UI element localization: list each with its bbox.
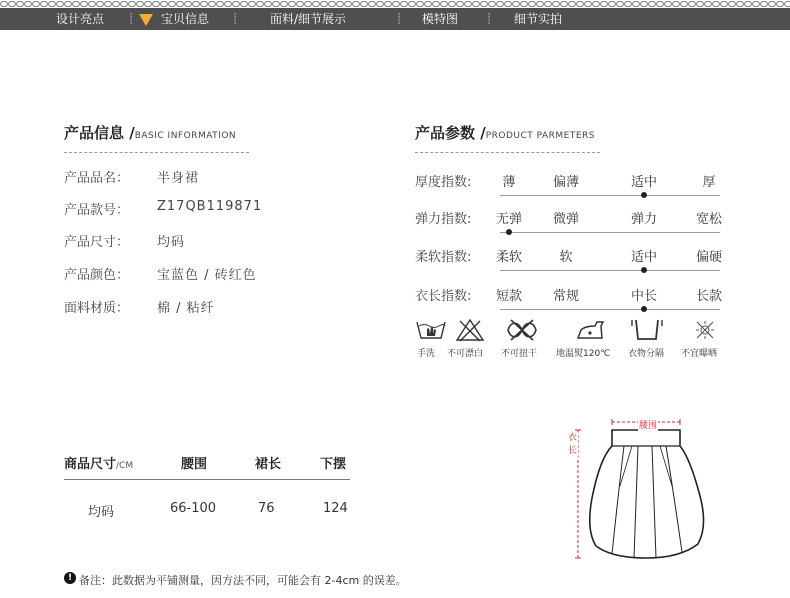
param-option: 长款 — [695, 289, 722, 304]
separate-wash-icon — [630, 318, 664, 342]
no-sun-dry-icon — [688, 318, 722, 342]
table-divider — [64, 479, 350, 480]
size-table-header — [64, 453, 133, 472]
nav-bar — [0, 8, 790, 30]
size-header-label: 商品尺寸 — [64, 457, 117, 472]
size-cell: 124 — [323, 501, 348, 516]
param-option: 常规 — [552, 289, 579, 304]
care-label: 不宜曝晒 — [681, 349, 718, 359]
nav-separator: ┊ — [128, 14, 134, 25]
info-value: Z17QB119871 — [157, 199, 263, 214]
nav-separator: ┊ — [232, 14, 238, 25]
size-cell: 66-100 — [170, 501, 217, 516]
info-value: 均码 — [157, 235, 186, 250]
size-cell: 均码 — [88, 505, 115, 520]
nav-separator: ┊ — [486, 14, 492, 25]
nav-item-fabric[interactable]: 面料/细节展示 — [270, 12, 347, 26]
info-label: 面料材质： — [64, 301, 130, 316]
param-option: 厚 — [702, 175, 716, 190]
param-label: 厚度指数: — [415, 175, 472, 190]
info-label: 产品品名： — [64, 171, 130, 186]
waist-label: 腰围 — [638, 418, 658, 431]
note-text: 备注：此数据为平铺测量，因方法不同，可能会有 2-4cm 的误差。 — [79, 574, 407, 587]
param-option: 无弹 — [495, 212, 522, 227]
divider — [64, 152, 249, 153]
param-option: 偏硬 — [695, 250, 722, 265]
product-info-title — [64, 122, 236, 143]
param-scale-line — [500, 309, 720, 310]
param-indicator-dot — [641, 306, 647, 312]
size-table-header: 下摆 — [320, 457, 347, 472]
size-unit: /CM — [116, 461, 134, 471]
nav-separator: ┊ — [396, 14, 402, 25]
nav-item-design[interactable]: 设计亮点 — [56, 12, 105, 26]
nav-item-detail[interactable]: 细节实拍 — [514, 12, 563, 26]
param-option: 适中 — [630, 250, 657, 265]
param-label: 柔软指数: — [415, 250, 472, 265]
top-decoration — [0, 0, 790, 8]
info-label: 产品尺寸： — [64, 235, 130, 250]
divider — [415, 152, 600, 153]
care-label: 不可漂白 — [447, 349, 484, 359]
product-params-title-en: PRODUCT PARMETERS — [485, 131, 595, 141]
param-option: 微弹 — [552, 212, 579, 227]
param-scale-line — [500, 270, 720, 271]
info-label: 产品颜色： — [64, 268, 130, 283]
nav-item-model[interactable]: 模特图 — [422, 12, 459, 26]
product-info-title-text: 产品信息 / — [64, 124, 135, 142]
product-info-title-en: BASIC INFORMATION — [134, 131, 237, 141]
info-value: 宝蓝色 / 砖红色 — [157, 268, 257, 283]
param-option: 宽松 — [695, 212, 722, 227]
param-scale-line — [500, 232, 720, 233]
no-bleach-icon — [453, 318, 487, 342]
info-label: 产品款号： — [64, 203, 130, 218]
size-table-header: 裙长 — [255, 457, 282, 472]
param-indicator-dot — [641, 267, 647, 273]
param-option: 偏薄 — [552, 175, 579, 190]
param-option: 短款 — [495, 289, 522, 304]
info-value: 棉 / 粘纤 — [157, 301, 215, 316]
care-label: 不可扭干 — [501, 349, 538, 359]
param-scale-line — [500, 195, 720, 196]
size-cell: 76 — [258, 501, 275, 516]
param-label: 弹力指数: — [415, 212, 472, 227]
care-label: 手洗 — [417, 349, 436, 359]
param-option: 软 — [559, 250, 573, 265]
param-indicator-dot — [641, 192, 647, 198]
info-value: 半身裙 — [157, 171, 200, 186]
hand-wash-icon — [414, 318, 448, 342]
param-option: 弹力 — [630, 212, 657, 227]
care-label: 衣物分隔 — [628, 349, 665, 359]
skirt-diagram — [560, 406, 710, 566]
product-params-title-text: 产品参数 / — [415, 124, 486, 142]
param-option: 适中 — [630, 175, 657, 190]
low-iron-icon — [573, 318, 607, 342]
length-label: 衣长 — [568, 433, 578, 456]
care-label: 地温熨120℃ — [556, 349, 611, 359]
warning-icon: ! — [64, 572, 76, 584]
no-wring-icon — [505, 318, 539, 342]
param-option: 中长 — [630, 289, 657, 304]
param-option: 薄 — [502, 175, 516, 190]
param-indicator-dot — [506, 229, 512, 235]
product-params-title — [415, 122, 595, 143]
nav-item-info[interactable]: 宝贝信息 — [161, 12, 210, 26]
param-option: 柔软 — [495, 250, 522, 265]
size-table-header: 腰围 — [181, 457, 208, 472]
param-label: 衣长指数: — [415, 289, 472, 304]
nav-active-arrow-icon — [139, 14, 153, 26]
